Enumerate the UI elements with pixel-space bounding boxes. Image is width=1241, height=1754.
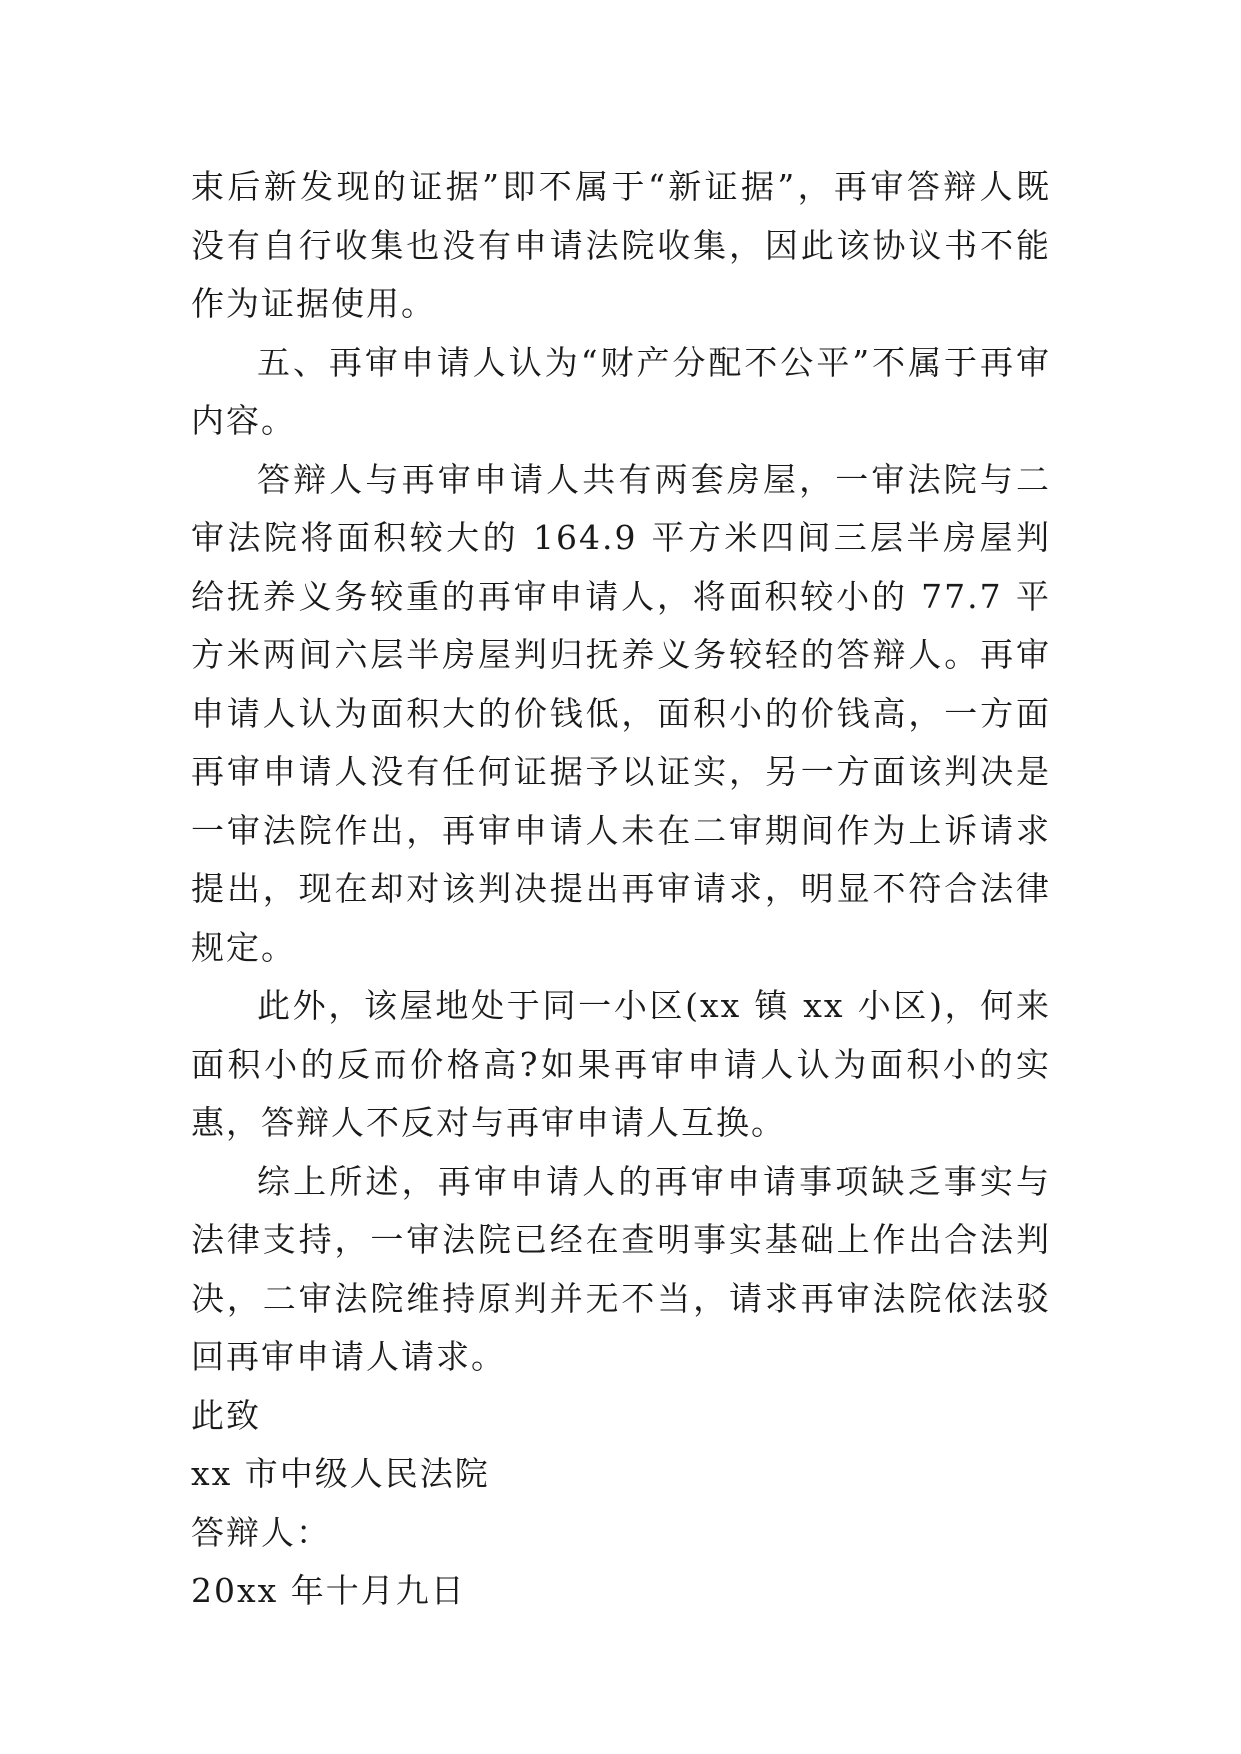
paragraph-heading-five: 五、再审申请人认为“财产分配不公平”不属于再审内容。 (191, 342, 1051, 440)
paragraph-conclusion: 综上所述，再审申请人的再审申请事项缺乏事实与法律支持，一审法院已经在查明事实基础上作出合法判决，二审法院维持原判并无不当，请求再审法院依法驳回再审申请人请求。 (191, 1161, 1051, 1376)
paragraph-property-division: 答辩人与再审申请人共有两套房屋，一审法院与二审法院将面积较大的 164.9 平方米四间三层半房屋判给抚养义务较重的再审申请人，将面积较小的 77.7 平方米两间六层半房屋判归抚养义务较轻的答辩人。再审申请人认为面积大的价钱低，面积小的价钱高，一方面再审申请人没有任何证据予以证实，另一方面该判决是一审法院作出，再审申请人未在二审期间作为上诉请求提出，现在却对该判决提出再审请求，明显不符合法律规定。 (191, 459, 1051, 967)
closing-date: 20xx 年十月九日 (191, 1571, 466, 1610)
paragraph-continuation: 束后新发现的证据”即不属于“新证据”，再审答辩人既没有自行收集也没有申请法院收集，因此该协议书不能作为证据使用。 (191, 167, 1051, 323)
document-body (191, 158, 1051, 1621)
closing-recipient: xx 市中级人民法院 (191, 1454, 490, 1493)
paragraph-same-community: 此外，该屋地处于同一小区(xx 镇 xx 小区)，何来面积小的反而价格高?如果再审申请人认为面积小的实惠，答辩人不反对与再审申请人互换。 (191, 986, 1051, 1142)
closing-salutation: 此致 (191, 1395, 261, 1435)
closing-signer-label: 答辩人： (191, 1512, 331, 1552)
